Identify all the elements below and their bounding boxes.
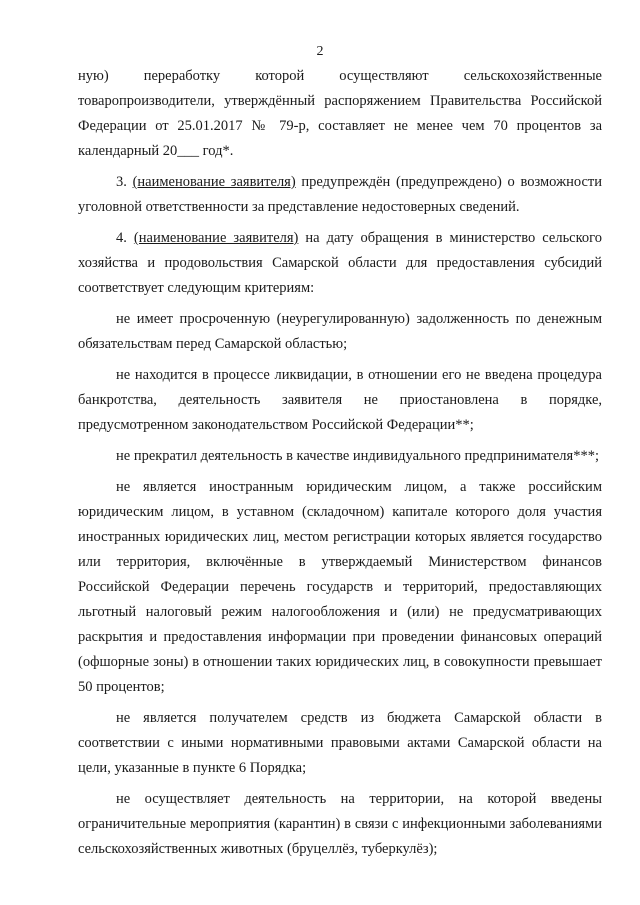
paragraph-3-text: предупреждён (предупреждено) о возможности уголовной ответственности за представление недостоверных сведений.	[78, 174, 602, 215]
criterion-no-liquidation: не находится в процессе ликвидации, в отношении его не введена процедура банкротства, деятельность заявителя не приостановлена в порядке, предусмотренном законодательством Российской Федерации**;	[78, 367, 602, 433]
paragraph-4-text: на дату обращения в министерство сельского хозяйства и продовольствия Самарской области для предоставления субсидий соответствует следующим критериям:	[78, 230, 603, 296]
criterion-no-quarantine: не осуществляет деятельность на территории, на которой введены ограничительные мероприятия (карантин) в связи с инфекционными заболеваниями сельскохозяйственных животных (бруцеллёз, туберкулёз);	[78, 791, 602, 857]
criterion-entrepreneur-active: не прекратил деятельность в качестве индивидуального предпринимателя***;	[116, 448, 599, 464]
page-number: 2	[316, 44, 324, 59]
applicant-name-placeholder: (наименование заявителя)	[133, 230, 299, 246]
paragraph-3	[78, 170, 602, 220]
document-body	[78, 64, 602, 862]
criterion-not-foreign: не является иностранным юридическим лицом, а также российским юридическим лицом, в уставном (складочном) капитале которого доля участия иностранных юридических лиц, местом регистрации которых является государство или территория, включённые в утверждаемый Министерством финансов Российской Федерации перечень государств и территорий, предоставляющих льготный налоговый режим налогообложения и (или) не предусматривающих раскрытия и предоставления информации при проведении финансовых операций (офшорные зоны) в отношении таких юридических лиц, в совокупности превышает 50 процентов;	[78, 479, 602, 695]
criterion-no-debt: не имеет просроченную (неурегулированную) задолженность по денежным обязательствам перед Самарской областью;	[78, 311, 602, 352]
criterion-not-budget-recipient: не является получателем средств из бюджета Самарской области в соответствии с иными нормативными правовыми актами Самарской области на цели, указанные в пункте 6 Порядка;	[78, 710, 602, 776]
paragraph-continuation: ную) переработку которой осуществляют сельскохозяйственные товаропроизводители, утверждённый распоряжением Правительства Российской Федерации от 25.01.2017 № 79-р, составляет не менее чем 70 процентов за календарный 20___ год*.	[78, 68, 602, 159]
applicant-name-placeholder: (наименование заявителя)	[132, 174, 296, 190]
paragraph-4-number: 4.	[116, 230, 134, 246]
paragraph-3-number: 3.	[116, 174, 133, 190]
paragraph-4	[78, 226, 602, 301]
